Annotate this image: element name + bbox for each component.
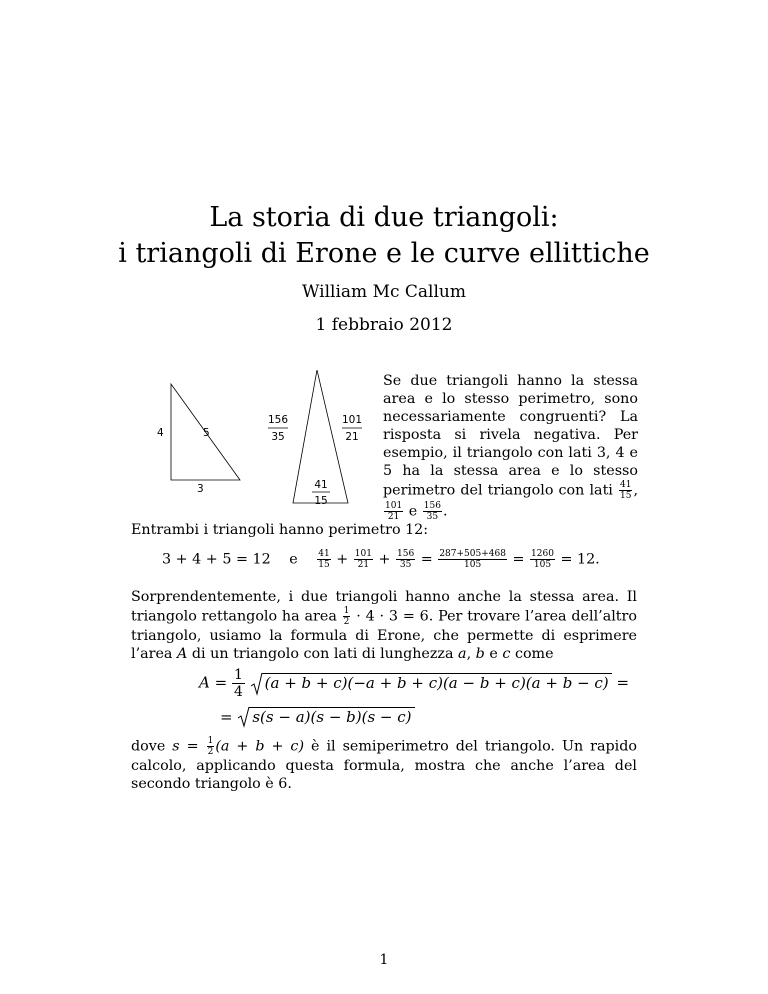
intro-frac-41-15: $\frac{41}{15}$	[620, 480, 632, 502]
t1-label-hyp: 5	[203, 427, 210, 439]
intro-text: Se due triangoli hanno la stessa area e lo stesso perimetro, sono necessariamente congruenti? La risposta si rivela negativa. Per esempio, il triangolo con lati 3, 4 e 5 ha la stessa area e lo stesso perimetro del triangolo con lati	[383, 373, 638, 499]
triangles-figure	[135, 370, 375, 510]
semiperimeter-paragraph: dove s = $\frac{1}{2}$ (a + b + c) è il semiperimetro del triangolo. Un rapido calcolo, applicando questa formula, mostra che anche l’area del secondo triangolo è 6.	[131, 736, 638, 792]
t2-right-num: 101	[341, 414, 363, 426]
sqrt-symbol-2: s(s − a)(s − b)(s − c)	[237, 707, 414, 726]
t1-label-bottom: 3	[197, 483, 204, 495]
t2-left-den: 35	[271, 431, 285, 443]
heron-formula	[199, 665, 639, 735]
date: 1 febbraio 2012	[315, 315, 453, 335]
sqrt-symbol: (a + b + c)(−a + b + c)(a − b + c)(a + b − c)	[250, 673, 612, 692]
perimeter-paragraph: Entrambi i triangoli hanno perimetro 12:	[131, 522, 429, 538]
area-paragraph: Sorprendentemente, i due triangoli hanno anche la stessa area. Il triangolo rettangolo ha area $\frac{1}{2}$ · 4 · 3 = 6. Per trovare l’area dell’altro triangolo, usiamo la formula di Erone, che permette di esprimere l’area A di un triangolo con lati di lunghezza a, b e c come	[131, 589, 637, 662]
paper-title	[0, 200, 768, 272]
t2-right-den: 21	[345, 431, 359, 443]
t1-label-left: 4	[157, 427, 164, 439]
author: William Mc Callum	[302, 282, 466, 302]
page-number: 1	[379, 952, 389, 968]
t2-bottom-den: 15	[314, 495, 328, 507]
heron-line-1: A = $\frac{1}{4}$ (a + b + c)(−a + b + c)(a − b + c)(a + b − c) =	[199, 667, 630, 700]
t2-left-num: 156	[267, 414, 289, 426]
title-line-1: La storia di due triangoli:	[209, 202, 559, 233]
frac-one-half: $\frac{1}{2}$	[343, 606, 350, 627]
intro-frac-156-35: $\frac{156}{35}$	[423, 501, 441, 523]
perimeter-equation: 3 + 4 + 5 = 12 e $\frac{41}{15}$ + $\frac{101}{21}$ + $\frac{156}{35}$ = $\frac{287+505+468}{105}$ = $\frac{1260}{105}$ = 12.	[162, 549, 600, 570]
t2-bottom-num: 41	[314, 479, 328, 491]
intro-paragraph: Se due triangoli hanno la stessa area e lo stesso perimetro, sono necessariamente congruenti? La risposta si rivela negativa. Per esempio, il triangolo con lati 3, 4 e 5 ha la stessa area e lo stesso perimetro del triangolo con lati $\frac{41}{15}$ , $\frac{101}{21}$ e $\frac{156}{35}$ .	[383, 373, 638, 523]
intro-frac-101-21: $\frac{101}{21}$	[385, 501, 403, 523]
heron-line-2: = s(s − a)(s − b)(s − c)	[220, 707, 415, 726]
title-line-2: i triangoli di Erone e le curve ellittiche	[118, 238, 650, 269]
